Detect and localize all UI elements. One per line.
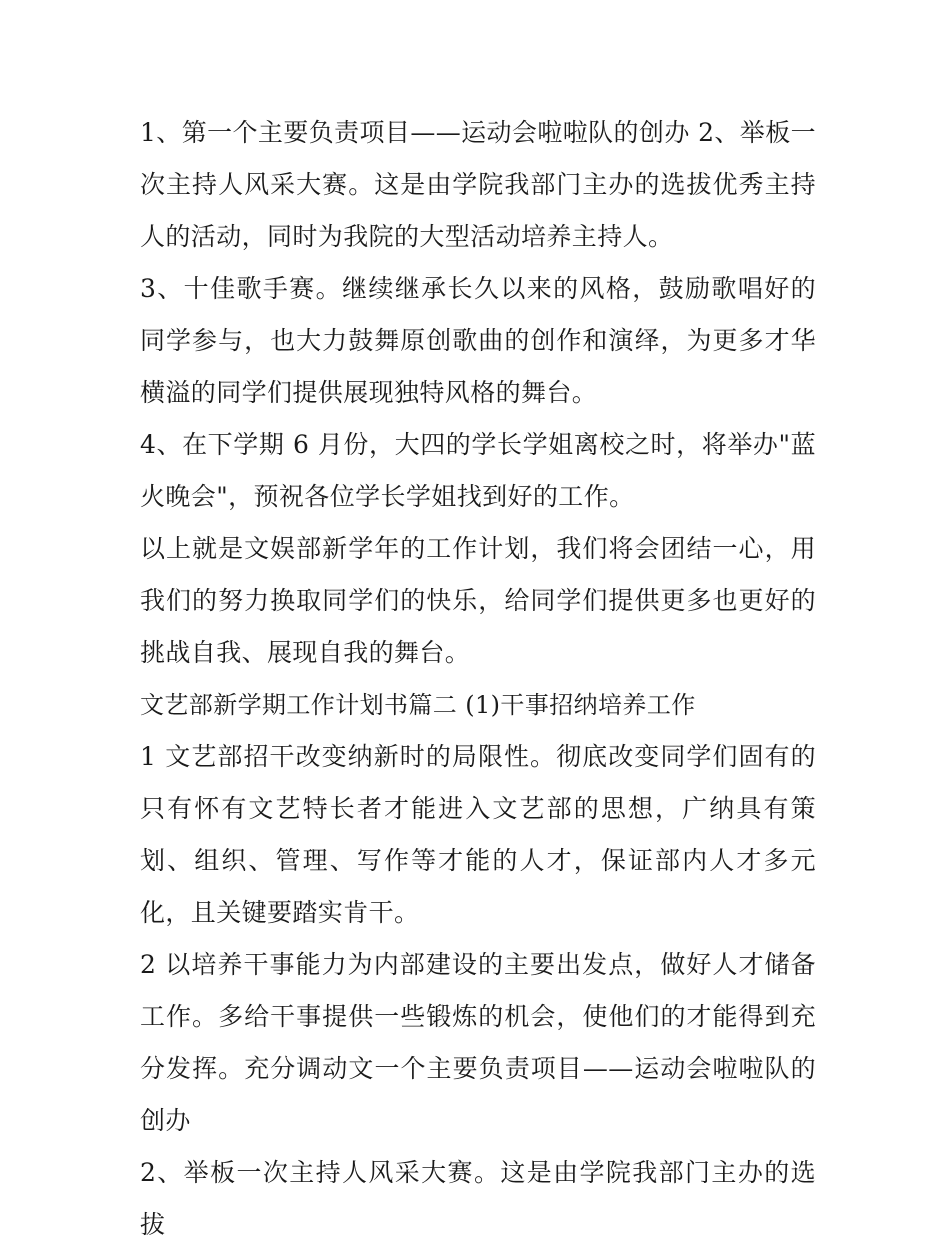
paragraph-item-4: 4、在下学期 6 月份，大四的学长学姐离校之时，将举办"蓝火晚会"，预祝各位学长学姐找到好的工作。 (140, 430, 816, 511)
paragraph-item-1: 1、第一个主要负责项目——运动会啦啦队的创办 2、举板一次主持人风采大赛。这是由学院我部门主办的选拔优秀主持人的活动，同时为我院的大型活动培养主持人。 (140, 118, 816, 251)
paragraph-recruit-2: 2 以培养干事能力为内部建设的主要出发点，做好人才储备工作。多给干事提供一些锻炼的机会，使他们的才能得到充分发挥。充分调动文一个主要负责项目——运动会啦啦队的创办 (140, 950, 816, 1135)
section-heading: 文艺部新学期工作计划书篇二 (1)干事招纳培养工作 (140, 691, 696, 719)
paragraph-recruit-1: 1 文艺部招干改变纳新时的局限性。彻底改变同学们固有的只有怀有文艺特长者才能进入文艺部的思想，广纳具有策划、组织、管理、写作等才能的人才，保证部内人才多元化，且关键要踏实肯干。 (140, 742, 816, 927)
paragraph-item-3: 3、十佳歌手赛。继续继承长久以来的风格，鼓励歌唱好的同学参与，也大力鼓舞原创歌曲的创作和演绎，为更多才华横溢的同学们提供展现独特风格的舞台。 (140, 274, 816, 407)
document-body (140, 107, 816, 1251)
paragraph-summary: 以上就是文娱部新学年的工作计划，我们将会团结一心，用我们的努力换取同学们的快乐，给同学们提供更多也更好的挑战自我、展现自我的舞台。 (140, 534, 816, 667)
paragraph-item-2-repeat: 2、举板一次主持人风采大赛。这是由学院我部门主办的选拔 (140, 1158, 816, 1239)
